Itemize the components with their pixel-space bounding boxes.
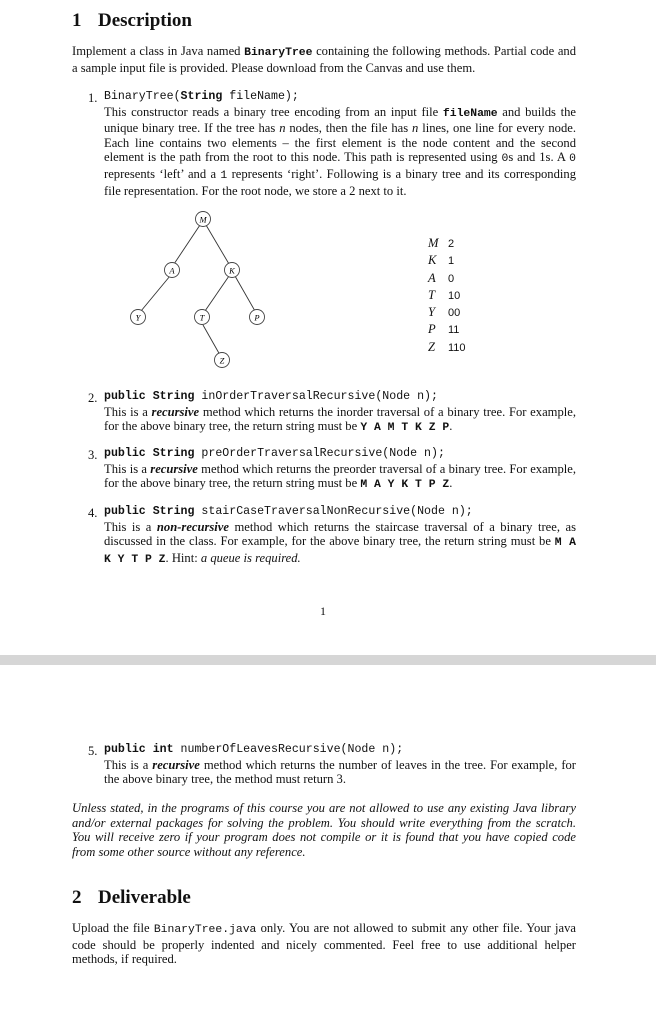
deliverable-paragraph: Upload the file BinaryTree.java only. You are not allowed to submit any other file. Your java code should be properly indented and nicely commented. Feel free to use additional helper methods, if required. xyxy=(72,921,576,967)
edge-k-t xyxy=(205,276,229,311)
tree-node-t xyxy=(195,310,210,325)
tree-node-m xyxy=(196,212,211,227)
edge-m-k xyxy=(206,225,229,264)
item-3-number: 3. xyxy=(88,448,98,462)
intro-text-2: containing the following methods. Partial code and a sample input file is provided. Please download from the Canvas and use them. xyxy=(72,44,576,75)
table-row: A 0 xyxy=(428,270,455,285)
item-5-signature: public int numberOfLeavesRecursive(Node n); xyxy=(104,743,404,756)
item-2 xyxy=(104,390,576,436)
tree-node-k xyxy=(225,263,240,278)
item-5 xyxy=(104,743,576,787)
item-3 xyxy=(104,447,576,493)
table-row: Z 110 xyxy=(428,339,466,354)
node-label: A xyxy=(169,265,175,276)
intro-paragraph xyxy=(72,44,576,75)
node-label: T xyxy=(199,312,205,323)
table-row: M 2 xyxy=(428,236,455,250)
table-row: T 10 xyxy=(428,287,461,302)
item-2-signature: public String inOrderTraversalRecursive(Node n); xyxy=(104,390,438,403)
node-label: M xyxy=(199,214,207,225)
table-row: Y 00 xyxy=(428,305,461,320)
section-1-heading xyxy=(72,10,192,32)
file-representation-table xyxy=(428,235,466,356)
node-label: Z xyxy=(219,355,225,366)
node-label: Y xyxy=(135,312,141,323)
item-4-signature: public String stairCaseTraversalNonRecursive(Node n); xyxy=(104,505,473,518)
table-row: K 1 xyxy=(428,253,455,268)
tree-node-y xyxy=(131,310,146,325)
item-5-number: 5. xyxy=(88,744,98,758)
edge-k-p xyxy=(235,276,255,311)
section-2-heading xyxy=(72,887,191,909)
intro-class-name: BinaryTree xyxy=(244,47,313,59)
item-1 xyxy=(104,90,576,198)
item-1-number: 1. xyxy=(88,91,98,105)
tree-node-z xyxy=(215,353,230,368)
item-1-description: This constructor reads a binary tree encoding from an input file fileName and builds the unique binary tree. If the tree has n nodes, then the file has n lines, one line for every node. Each line contains two elements – the first element is the node content and the second element is the path from the root to this node. This path is represented using 0s and 1s. A 0 represents ‘left’ and a 1 represents ‘right’. Following is a binary tree and its corresponding file representation. For the root node, we store a 2 next to it. xyxy=(104,104,576,198)
node-label: P xyxy=(254,312,260,323)
tree-edges xyxy=(141,225,255,355)
item-3-description: This is a recursive method which returns the preorder traversal of a binary tree. For example, for the above binary tree, the return string must be M A Y K T P Z. xyxy=(104,461,576,492)
edge-t-z xyxy=(203,325,220,355)
edge-m-a xyxy=(174,225,200,264)
item-4-number: 4. xyxy=(88,506,98,520)
item-4 xyxy=(104,505,576,567)
binary-tree-figure xyxy=(115,205,275,375)
academic-integrity-notice: Unless stated, in the programs of this course you are not allowed to use any existing Java library and/or external packages for solving the problem. You should write everything from the scratch. You will receive zero if your program does not compile or it is found that you have copied code from some other source without any reference. xyxy=(72,801,576,859)
page-number: 1 xyxy=(320,604,326,618)
item-5-description: This is a recursive method which returns the number of leaves in the tree. For example, for the above binary tree, the method must return 3. xyxy=(104,757,577,787)
page-separator xyxy=(0,655,656,665)
document-page-2 xyxy=(0,665,656,1024)
section-number: 1 xyxy=(72,10,82,31)
section-title: Description xyxy=(98,10,192,31)
table-row: P 11 xyxy=(428,322,460,337)
item-1-signature: BinaryTree(String fileName); xyxy=(104,90,299,103)
item-3-signature: public String preOrderTraversalRecursive(Node n); xyxy=(104,447,445,460)
item-2-description: This is a recursive method which returns the inorder traversal of a binary tree. For example, for the above binary tree, the return string must be Y A M T K Z P. xyxy=(104,404,576,435)
item-2-number: 2. xyxy=(88,391,98,405)
tree-node-a xyxy=(165,263,180,278)
intro-text: Implement a class in Java named xyxy=(72,44,245,58)
item-4-description: This is a non-recursive method which returns the staircase traversal of a binary tree, as discussed in the class. For example, for the above binary tree, the return string must be M A K Y T P Z. Hint: a queue is required. xyxy=(104,519,577,566)
node-label: K xyxy=(229,265,235,276)
tree-node-p xyxy=(250,310,265,325)
edge-a-y xyxy=(141,276,170,311)
section-number: 2 xyxy=(72,887,82,908)
deliverable-file-name: BinaryTree.java xyxy=(153,924,257,936)
section-title: Deliverable xyxy=(98,887,191,908)
